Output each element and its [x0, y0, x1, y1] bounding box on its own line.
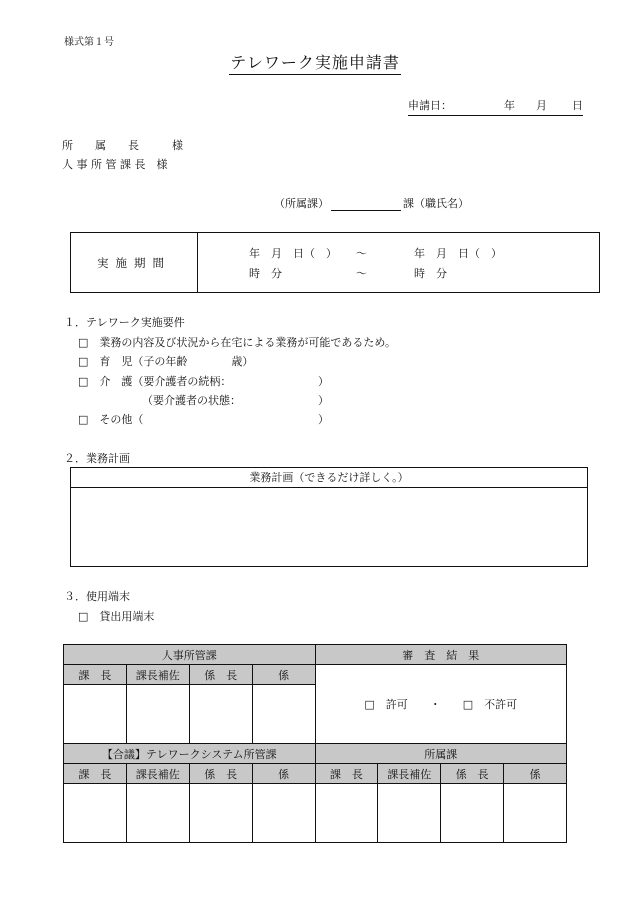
stamp-cell[interactable]: [64, 784, 127, 843]
requirement-item[interactable]: □ 業務の内容及び状況から在宅による業務が可能であるため。: [78, 336, 396, 349]
date-month: 月: [536, 99, 547, 112]
stamp-cell[interactable]: [189, 685, 252, 744]
telework-dept-header: 【合議】テレワークシステム所管課: [64, 744, 316, 764]
period-tilde-2: ～: [356, 267, 367, 280]
dept-prefix: （所属課）: [274, 197, 329, 210]
requirement-item[interactable]: □ 介 護（要介護者の続柄：: [78, 375, 232, 388]
applicant-line: [274, 195, 469, 211]
addressee-dept-head: 所 属 長 様: [62, 139, 183, 152]
page-title: [0, 50, 630, 73]
stamp-cell[interactable]: [252, 685, 315, 744]
application-date: [408, 97, 583, 116]
stamp-cell[interactable]: [189, 784, 252, 843]
col-header: 課 長: [64, 764, 127, 784]
col-header: 課 長: [315, 764, 378, 784]
col-header: 課長補佐: [126, 764, 189, 784]
section1-heading: １．テレワーク実施要件: [64, 316, 185, 329]
own-dept-header: 所属課: [315, 744, 567, 764]
period-start-date[interactable]: 年 月 日（ ）: [249, 247, 337, 260]
close-paren: ）: [318, 394, 329, 407]
close-paren: ）: [318, 413, 329, 426]
addressee-hr-head: 人 事 所 管 課 長 様: [62, 158, 168, 171]
period-tilde-1: ～: [356, 247, 367, 260]
period-end-time[interactable]: 時 分: [414, 267, 447, 280]
stamp-cell[interactable]: [126, 784, 189, 843]
requirement-item: （要介護者の状態：: [142, 394, 241, 407]
dept-name-field[interactable]: [331, 198, 401, 211]
col-header: 課 長: [64, 665, 127, 685]
stamp-cell[interactable]: [504, 784, 567, 843]
date-year: 年: [504, 99, 515, 112]
col-header: 係 長: [189, 665, 252, 685]
stamp-cell[interactable]: [378, 784, 441, 843]
stamp-cell[interactable]: [64, 685, 127, 744]
col-header: 係 長: [441, 764, 504, 784]
col-header: 係: [504, 764, 567, 784]
period-box: [70, 232, 600, 293]
close-paren: ）: [318, 375, 329, 388]
work-plan-header: 業務計画（できるだけ詳しく。）: [71, 468, 587, 488]
hr-header: 人事所管課: [64, 645, 316, 665]
requirement-item[interactable]: □ 育 児（子の年齢 歳）: [78, 355, 254, 368]
requirement-item[interactable]: □ その他（: [78, 413, 144, 426]
stamp-cell[interactable]: [252, 784, 315, 843]
review-result[interactable]: □ 許可 ・ □ 不許可: [315, 665, 567, 744]
stamp-cell[interactable]: [441, 784, 504, 843]
col-header: 係: [252, 665, 315, 685]
dept-suffix: 課（職氏名）: [403, 197, 469, 210]
period-label: 実施期間: [71, 233, 198, 292]
date-label: 申請日：: [408, 99, 452, 112]
col-header: 係 長: [189, 764, 252, 784]
title-text: テレワーク実施申請書: [229, 53, 401, 75]
date-day: 日: [572, 99, 583, 112]
section2-heading: ２．業務計画: [64, 452, 130, 465]
period-end-date[interactable]: 年 月 日（ ）: [414, 247, 502, 260]
form-number: 様式第１号: [64, 37, 114, 48]
section3-heading: ３．使用端末: [64, 590, 130, 603]
col-header: 係: [252, 764, 315, 784]
work-plan-box[interactable]: [70, 467, 588, 567]
col-header: 課長補佐: [126, 665, 189, 685]
col-header: 課長補佐: [378, 764, 441, 784]
stamp-cell[interactable]: [126, 685, 189, 744]
review-header: 審 査 結 果: [315, 645, 567, 665]
period-start-time[interactable]: 時 分: [249, 267, 282, 280]
terminal-item[interactable]: □ 貸出用端末: [78, 610, 155, 623]
approval-table: [63, 644, 567, 843]
stamp-cell[interactable]: [315, 784, 378, 843]
